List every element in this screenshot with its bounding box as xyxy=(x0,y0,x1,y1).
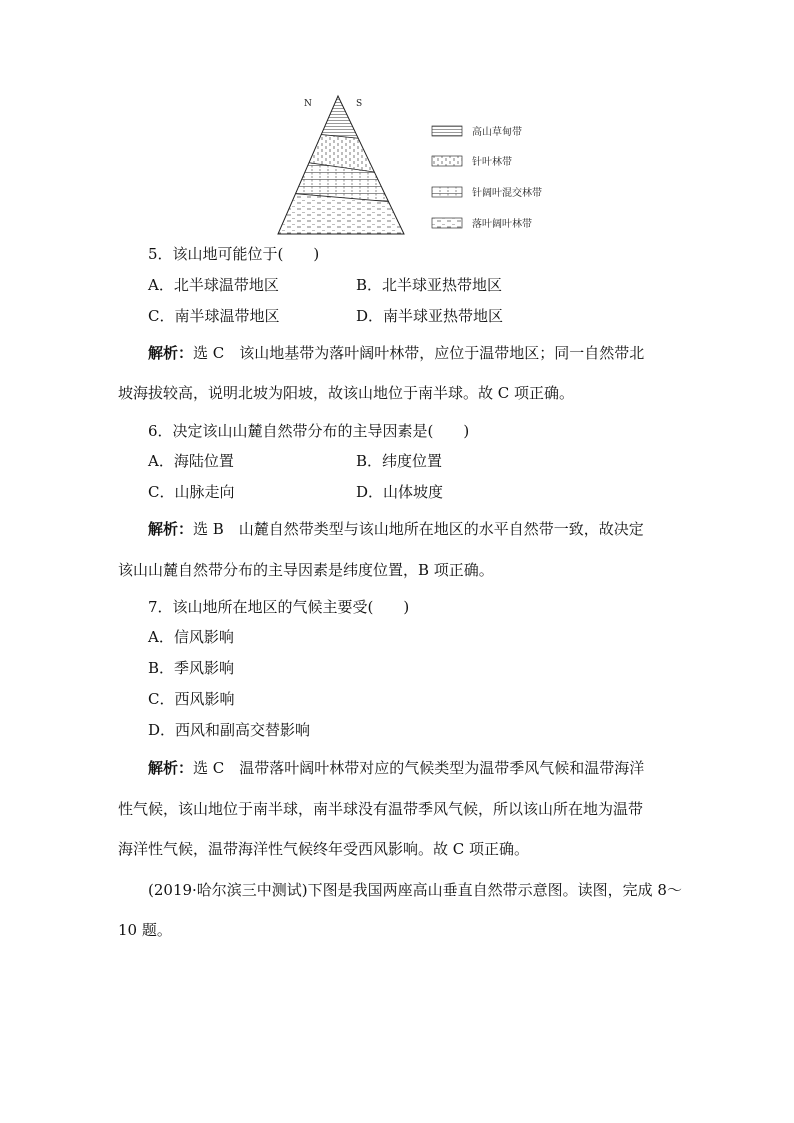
q6-option-d: D．山体坡度 xyxy=(356,483,444,501)
diagram-svg xyxy=(276,92,566,242)
next-section-intro-cont: 10 题。 xyxy=(118,921,172,939)
q6-analysis xyxy=(148,519,644,539)
q5-stem: 5．该山地可能位于( ) xyxy=(148,245,320,263)
analysis-text: 选 C 该山地基带为落叶阔叶林带，应位于温带地区；同一自然带北 xyxy=(193,344,645,362)
south-label: S xyxy=(356,99,363,109)
mountain-vertical-zone-diagram xyxy=(276,92,566,242)
q6-option-b: B．纬度位置 xyxy=(356,452,443,470)
analysis-text: 选 C 温带落叶阔叶林带对应的气候类型为温带季风气候和温带海洋 xyxy=(193,759,645,777)
analysis-label: 解析： xyxy=(148,520,194,538)
legend-item-mixed xyxy=(432,186,542,199)
q5-option-c: C．南半球温带地区 xyxy=(148,307,280,325)
analysis-label: 解析： xyxy=(148,759,194,777)
q7-analysis-cont-1: 性气候，该山地位于南半球，南半球没有温带季风气候，所以该山所在地为温带 xyxy=(118,800,644,818)
mountain-zones xyxy=(276,92,416,242)
q7-option-b: B．季风影响 xyxy=(148,659,235,677)
legend-item-deciduous xyxy=(432,217,532,230)
next-section-intro: (2019·哈尔滨三中测试)下图是我国两座高山垂直自然带示意图。读图，完成 8～ xyxy=(148,881,682,899)
legend-swatch xyxy=(432,187,462,197)
legend-swatch xyxy=(432,156,462,166)
q6-option-a: A．海陆位置 xyxy=(148,452,234,470)
q7-option-d: D．西风和副高交替影响 xyxy=(148,721,311,739)
q7-stem: 7．该山地所在地区的气候主要受( ) xyxy=(148,598,410,616)
legend-swatch xyxy=(432,218,462,228)
legend-swatch xyxy=(432,126,462,136)
north-label: N xyxy=(304,99,312,109)
legend-item-coniferous xyxy=(432,155,512,168)
q6-analysis-cont: 该山山麓自然带分布的主导因素是纬度位置，B 项正确。 xyxy=(118,561,494,579)
q5-option-d: D．南半球亚热带地区 xyxy=(356,307,504,325)
q5-option-b: B．北半球亚热带地区 xyxy=(356,276,503,294)
q6-option-c: C．山脉走向 xyxy=(148,483,235,501)
q7-analysis xyxy=(148,758,644,778)
zone-alpine-meadow xyxy=(276,92,416,144)
legend-item-alpine-meadow xyxy=(432,125,522,138)
legend-label: 针叶林带 xyxy=(472,157,512,168)
q5-analysis xyxy=(148,343,644,363)
q7-option-c: C．西风影响 xyxy=(148,690,235,708)
analysis-label: 解析： xyxy=(148,344,194,362)
q6-stem: 6．决定该山山麓自然带分布的主导因素是( ) xyxy=(148,422,470,440)
legend-label: 针阔叶混交林带 xyxy=(472,188,542,199)
q5-option-a: A．北半球温带地区 xyxy=(148,276,279,294)
q7-option-a: A．信风影响 xyxy=(148,628,234,646)
analysis-text: 选 B 山麓自然带类型与该山地所在地区的水平自然带一致，故决定 xyxy=(193,520,644,538)
q7-analysis-cont-2: 海洋性气候，温带海洋性气候终年受西风影响。故 C 项正确。 xyxy=(118,840,530,858)
legend-label: 落叶阔叶林带 xyxy=(472,219,532,230)
legend xyxy=(432,125,542,230)
q5-analysis-cont: 坡海拔较高，说明北坡为阳坡，故该山地位于南半球。故 C 项正确。 xyxy=(118,384,575,402)
legend-label: 高山草甸带 xyxy=(472,127,522,138)
